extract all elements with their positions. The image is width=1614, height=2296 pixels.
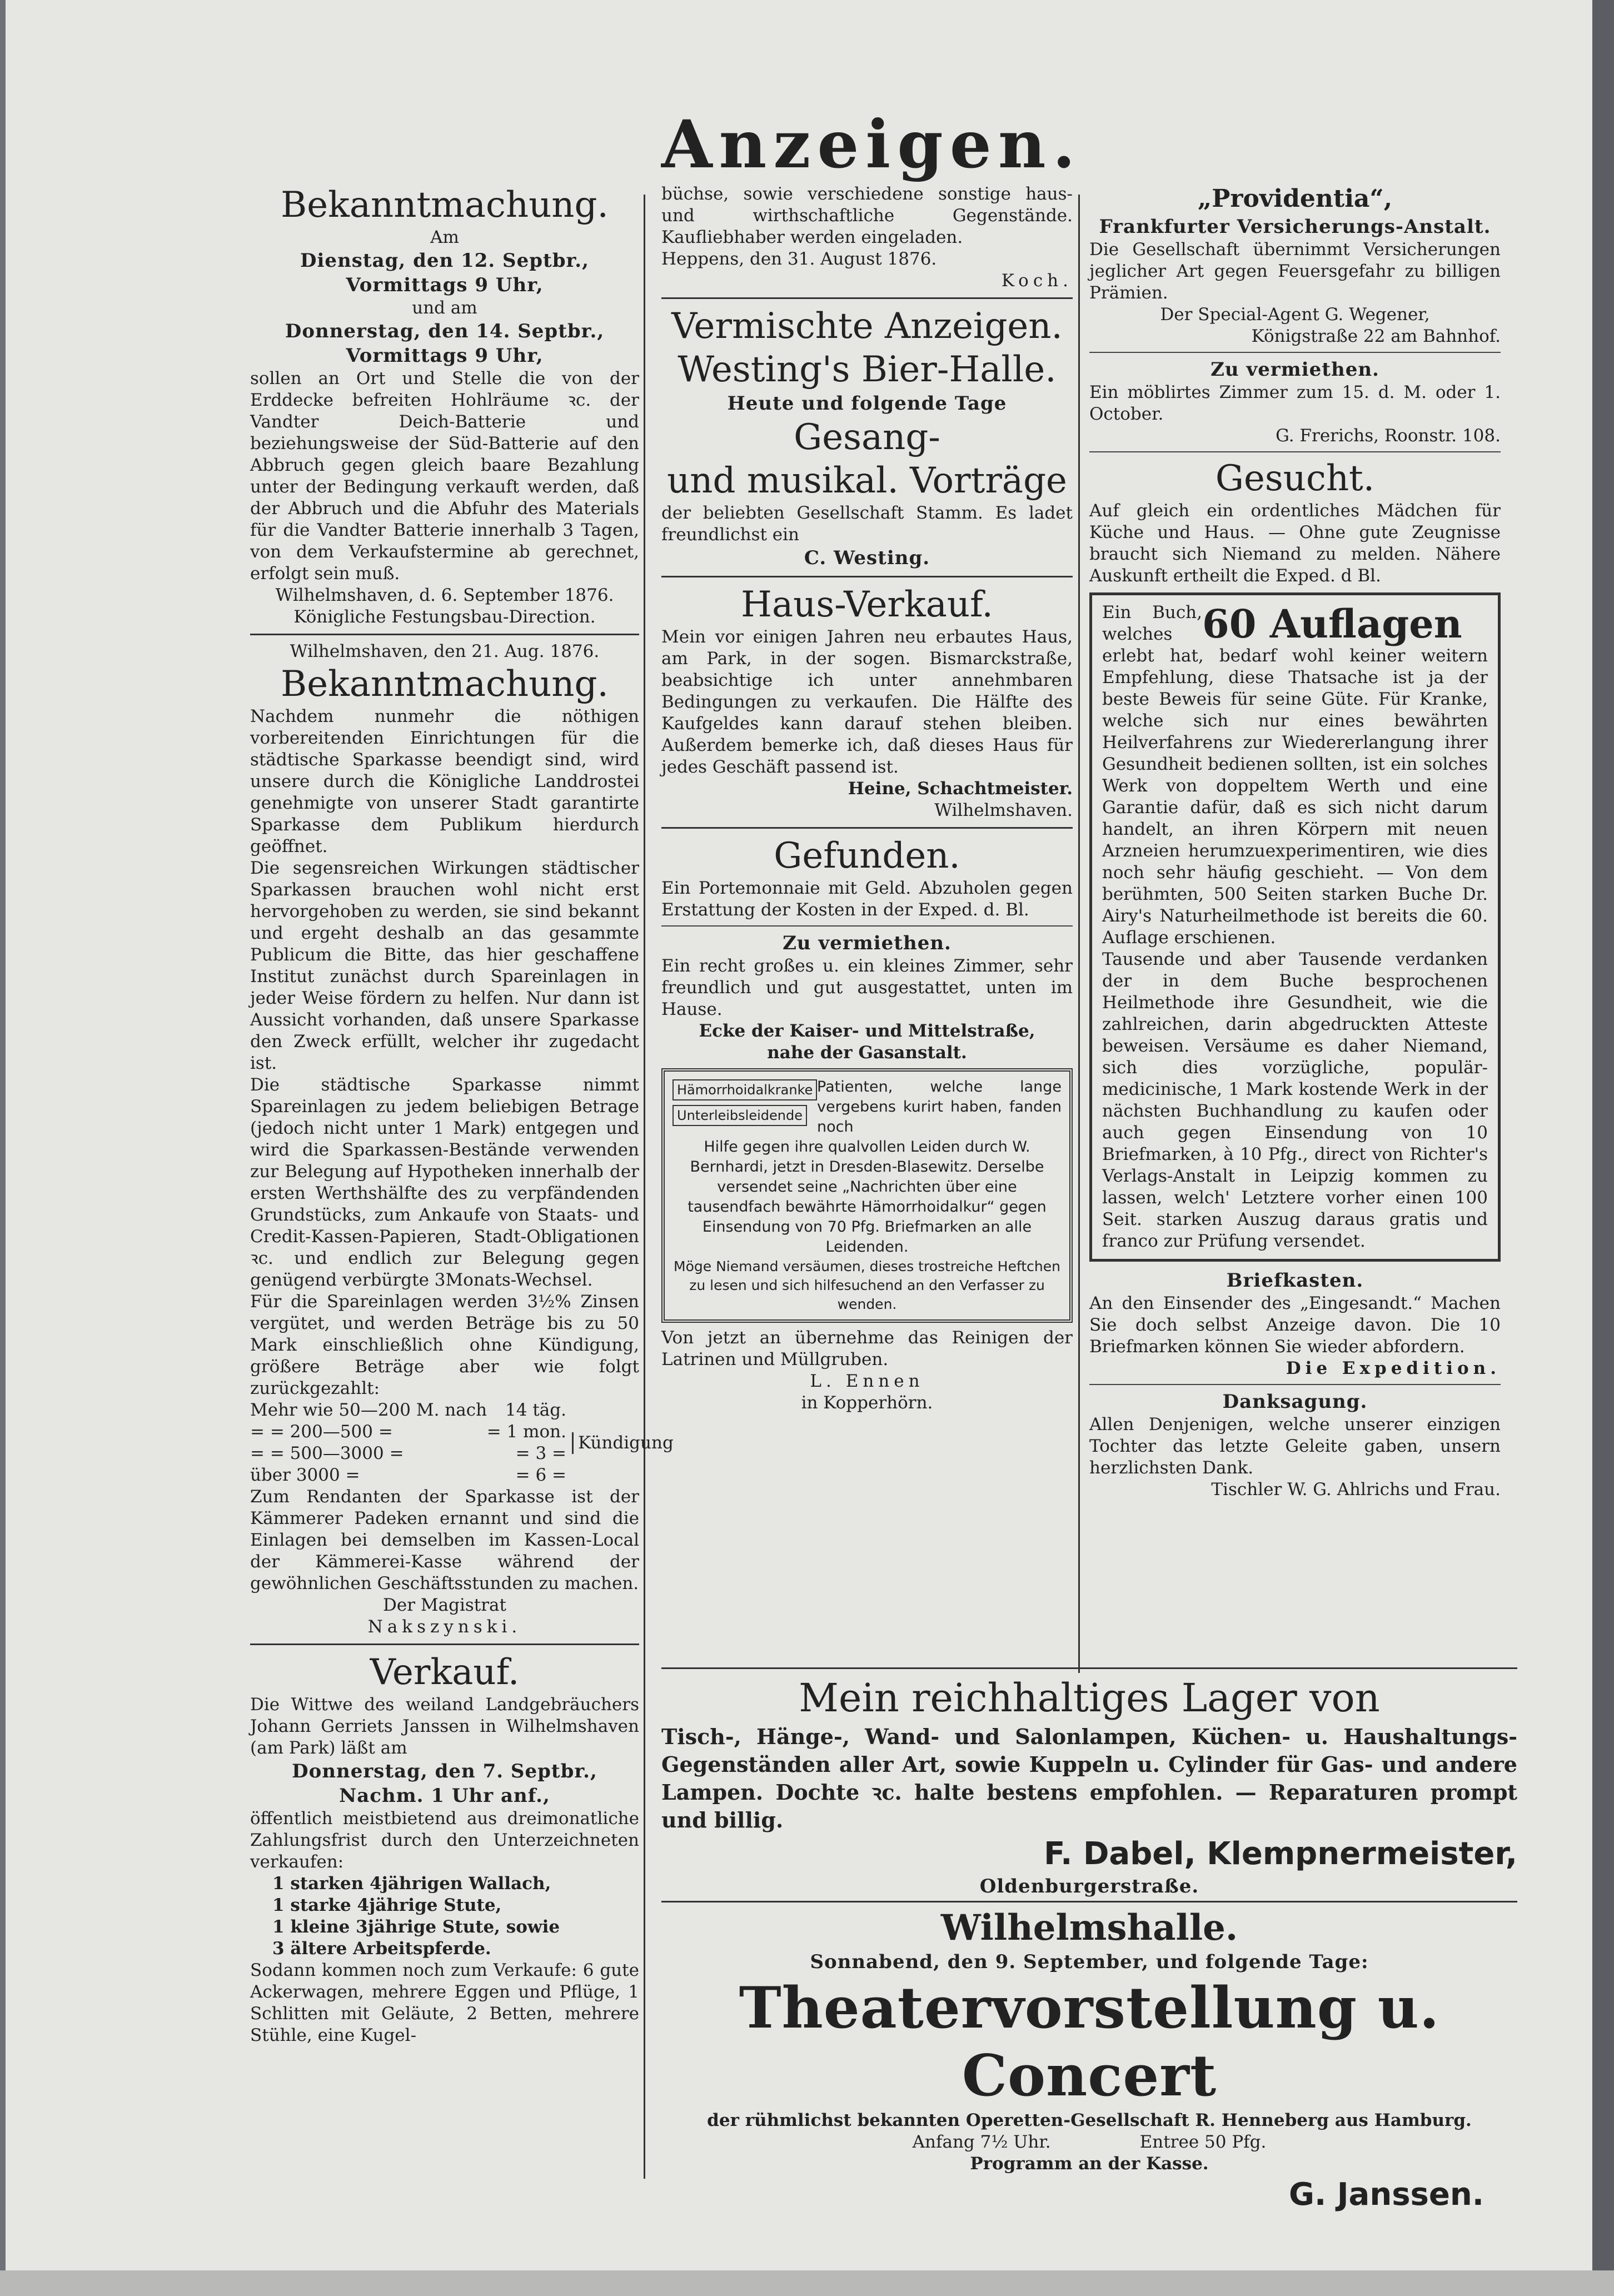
ad-lamps — [661, 1673, 1517, 1899]
ad-title: Bekanntmachung. — [281, 185, 609, 226]
table-cell-period: = 6 = — [515, 1465, 566, 1485]
ad-place-date: Wilhelmshaven, den 21. Aug. 1876. — [290, 641, 600, 661]
ad-title: Zu vermiethen. — [783, 932, 952, 954]
ad-hemorrhoid-cure — [661, 1068, 1073, 1323]
ad-headline: Gesang- — [794, 417, 940, 458]
ad-note: Programm an der Kasse. — [970, 2154, 1209, 2174]
notice-period-table — [250, 1399, 674, 1486]
ad-title: „Providentia“, — [1197, 185, 1393, 213]
ad-signature: Königliche Festungsbau-Direction. — [293, 607, 596, 627]
ad-address: nahe der Gasanstalt. — [767, 1043, 967, 1063]
ad-theater — [661, 1906, 1517, 2215]
table-cell-period: = 1 mon. — [486, 1422, 566, 1442]
ad-cleaning — [661, 1327, 1073, 1414]
ad-wanted — [1089, 457, 1501, 587]
ad-body: Zum Rendanten der Sparkasse ist der Kämmerer Padeken ernannt und sind die Einlagen bei demselben im Kassen-Local der Kämmerei-Kasse während der gewöhnlichen Geschäftsstunden zu machen. — [250, 1487, 639, 1593]
ad-body: büchse, sowie verschiedene sonstige haus- und wirthschaftliche Gegenstände. Kaufliebhaber werden eingeladen. — [661, 184, 1073, 247]
ad-entry-fee: Entree 50 Pfg. — [1139, 2132, 1267, 2152]
ad-date: Donnerstag, den 14. Septbr., — [285, 320, 605, 342]
ad-body: erlebt hat, bedarf wohl keiner weitern Empfehlung, diese Thatsache ist ja der beste Beweis für seine Güte. Für Kranke, welche sich nur eines bewährten Heilverfahrens zur Wiedererlangung ihrer Gesundheit bedienen sollten, ist ein solches Werk von doppeltem Werth und eine Garantie dafür, daß es sich nicht darum handelt, an ihren Körpern mit neuen Arzneien herumzuexperimentiren, wie dies noch sehr häufig geschieht. — Von dem berühmten, 500 Seiten starken Buche Dr. Airy's Naturheilmethode ist bereits die 60. Auflage erschienen. — [1102, 646, 1488, 948]
ad-signature: Nakszynski. — [367, 1617, 522, 1637]
divider — [1089, 451, 1501, 452]
divider — [661, 1667, 1517, 1669]
ad-headline: und musikal. Vorträge — [667, 460, 1067, 501]
ad-body: Mein vor einigen Jahren neu erbautes Haus, am Park, in der sogen. Bismarckstraße, beabsichtige ich unter annehmbaren Bedingungen zu verkaufen. Die Hälfte des Kaufgeldes kann darauf stehen bleiben. Außerdem bemerke ich, daß dieses Haus für jedes Geschäft passend ist. — [661, 627, 1073, 777]
column-rule-left — [644, 195, 645, 2179]
divider — [661, 925, 1073, 927]
table-cell-amount: = = 200—500 = — [250, 1422, 393, 1442]
ad-place-date: Wilhelmshaven, d. 6. September 1876. — [275, 585, 614, 605]
table-cell-amount: = = 500—3000 = — [250, 1443, 404, 1463]
ad-signature: L. Ennen — [810, 1371, 924, 1391]
divider — [661, 827, 1073, 829]
divider — [661, 576, 1073, 577]
ad-time: Vormittags 9 Uhr, — [346, 274, 544, 296]
table-row — [250, 1399, 566, 1421]
ad-found — [661, 834, 1073, 921]
ad-time: Nachm. 1 Uhr anf., — [339, 1785, 550, 1807]
ad-body: Die Wittwe des weiland Landgebräuchers Johann Gerriets Janssen in Wilhelmshaven (am Park) läßt am — [250, 1695, 639, 1758]
divider — [250, 634, 639, 635]
ad-address: Oldenburgerstraße. — [979, 1875, 1199, 1897]
ad-place: Wilhelmshaven. — [934, 800, 1073, 820]
ad-text: Am — [430, 227, 459, 247]
table-cell-period: 14 täg. — [505, 1400, 566, 1420]
ad-body: der beliebten Gesellschaft Stamm. Es ladet freundlichst ein — [661, 503, 1073, 545]
ad-title: Gesucht. — [1215, 458, 1375, 499]
ad-lead: Patienten, welche lange vergebens kurirt haben, fanden noch — [817, 1078, 1062, 1135]
ad-title: Danksagung. — [1222, 1391, 1368, 1413]
ad-title: Zu vermiethen. — [1210, 358, 1379, 381]
ad-body: Allen Denjenigen, welche unserer einzigen Tochter das letzte Geleite gaben, unsern herzlichsten Dank. — [1089, 1415, 1501, 1478]
announcement-sparkasse — [250, 641, 674, 1638]
ad-body: Ein Portemonnaie mit Geld. Abzuholen gegen Erstattung der Kosten in der Exped. d. Bl. — [661, 878, 1073, 920]
ad-house-sale — [661, 583, 1073, 821]
table-cell-amount: Mehr wie 50—200 M. nach — [250, 1400, 487, 1420]
ad-start-time: Anfang 7½ Uhr. — [912, 2132, 1051, 2152]
ad-title: Briefkasten. — [1226, 1269, 1364, 1292]
ad-signature: G. Frerichs, Roonstr. 108. — [1276, 426, 1501, 446]
announcement-sale — [250, 1651, 639, 2046]
ad-body: Hilfe gegen ihre qualvollen Leiden durch W. Bernhardi, jetzt in Dresden-Blasewitz. Derselbe versendet seine „Nachrichten über eine tausendfach bewährte Hämorrhoidalkur“ gegen Einsendung von 70 Pfg. Briefmarken an alle Leidenden. — [688, 1138, 1047, 1256]
ad-lead: Ein Buch, welches — [1102, 602, 1202, 644]
divider — [661, 297, 1073, 299]
column-center — [661, 183, 1073, 1414]
ad-title: Wilhelmshalle. — [940, 1907, 1238, 1949]
table-row — [250, 1465, 566, 1486]
ad-date: Dienstag, den 12. Septbr., — [300, 250, 589, 272]
scan-edge-right — [1592, 0, 1614, 2296]
ad-body: Sodann kommen noch zum Verkaufe: 6 gute Ackerwagen, mehrere Eggen und Pflüge, 1 Schlitten mit Geläute, 2 Betten, mehrere Stühle, eine Kugel- — [250, 1960, 639, 2045]
divider — [1089, 1384, 1501, 1385]
divider — [250, 1643, 639, 1645]
scan-edge-bottom — [0, 2270, 1614, 2296]
table-note: Kündigung — [572, 1432, 639, 1454]
ad-headline: 60 Auflagen — [1202, 601, 1462, 647]
ad-body: der rühmlichst bekannten Operetten-Gesellschaft R. Henneberg aus Hamburg. — [707, 2110, 1472, 2130]
ad-book-60-editions — [1089, 592, 1501, 1262]
list-item: 1 kleine 3jährige Stute, sowie — [272, 1917, 560, 1937]
announcement-fortification — [250, 183, 639, 628]
ad-body: Nachdem nunmehr die nöthigen vorbereitenden Einrichtungen für die städtische Sparkasse beendigt sind, wird unsere durch die Königliche Landdrostei genehmigte von unserer Stadt garantirte Sparkasse dem Publikum hierdurch geöffnet. — [250, 706, 639, 856]
section-heading: Vermischte Anzeigen. — [671, 306, 1063, 347]
ad-letterbox — [1089, 1268, 1501, 1379]
ad-time: Vormittags 9 Uhr, — [346, 345, 544, 367]
ad-headline: Theatervorstellung u. Concert — [739, 1975, 1440, 2109]
ad-providentia — [1089, 183, 1501, 347]
ad-tag: Unterleibsleidende — [672, 1105, 807, 1126]
table-row — [250, 1443, 566, 1465]
ad-signature: Koch. — [1001, 271, 1073, 291]
ad-date: Sonnabend, den 9. September, und folgende Tage: — [810, 1951, 1369, 1973]
ad-signature: Der Special-Agent G. Wegener, — [1160, 305, 1430, 325]
newspaper-page — [6, 0, 1592, 2296]
ad-signature: F. Dabel, Klempnermeister, — [1044, 1836, 1517, 1872]
ad-rent — [661, 931, 1073, 1064]
ad-date: Donnerstag, den 7. Septbr., — [292, 1760, 597, 1782]
ad-body: Die Gesellschaft übernimmt Versicherungen jeglicher Art gegen Feuersgefahr zu billigen Prämien. — [1089, 240, 1501, 303]
column-left — [250, 183, 674, 2046]
ad-tag: Hämorrhoidalkranke — [672, 1079, 817, 1100]
ad-bierhalle — [661, 305, 1073, 570]
ad-title: Gefunden. — [774, 835, 960, 876]
ad-text: und am — [412, 298, 477, 318]
ad-thanks — [1089, 1389, 1501, 1501]
divider — [1089, 352, 1501, 353]
column-rule-right — [1078, 195, 1080, 1673]
ad-body: Die städtische Sparkasse nimmt Spareinlagen zu jedem beliebigen Betrage (jedoch nicht unter 1 Mark) entgegen und wird die Sparkassen-Bestände verwenden zur Belegung auf Hypotheken innerhalb der ersten Werthshälfte des zu verpfändenden Grundstücks, zum Ankaufe von Staats- und Credit-Kassen-Papieren, Stadt-Obligationen ꝛc. und endlich zur Belegung gegen genügend verbürgte 3Monats-Wechsel. — [250, 1075, 639, 1290]
ad-signature: C. Westing. — [804, 547, 930, 569]
ad-subtitle: Frankfurter Versicherungs-Anstalt. — [1099, 216, 1491, 238]
ad-place-date: Heppens, den 31. August 1876. — [661, 249, 937, 269]
ad-body: Ein möblirtes Zimmer zum 15. d. M. oder 1. October. — [1089, 382, 1501, 424]
ad-body: Tisch-, Hänge-, Wand- und Salonlampen, Küchen- u. Haushaltungs-Gegenständen aller Art, sowie Kuppeln u. Cylinder für Gas- und andere Lampen. Dochte ꝛc. halte bestens empfohlen. — Reparaturen prompt und billig. — [661, 1724, 1517, 1832]
ad-body: Von jetzt an übernehme das Reinigen der Latrinen und Müllgruben. — [661, 1328, 1073, 1369]
ad-title: Mein reichhaltiges Lager von — [799, 1675, 1380, 1721]
ad-continuation — [661, 183, 1073, 292]
ad-body: Die segensreichen Wirkungen städtischer Sparkassen brauchen wohl nicht erst hervorgehoben zu werden, sie sind bekannt und ergeht deshalb an das gesammte Publicum die Bitte, das hier geschaffene Institut zunächst durch Spareinlagen in jeder Weise fördern zu helfen. Nur dann ist Aussicht vorhanden, daß unsere Sparkasse den Zweck erfüllt, welcher ihr zugedacht ist. — [250, 858, 639, 1073]
ad-signature: Der Magistrat — [383, 1595, 506, 1615]
table-cell-amount: über 3000 = — [250, 1465, 360, 1485]
table-cell-period: = 3 = — [515, 1443, 566, 1463]
ad-address: Königstraße 22 am Bahnhof. — [1251, 326, 1501, 346]
column-right — [1089, 183, 1501, 1501]
divider — [661, 1901, 1517, 1902]
ad-body: öffentlich meistbietend aus dreimonatliche Zahlungsfrist durch den Unterzeichneten verkaufen: — [250, 1809, 639, 1872]
list-item: 3 ältere Arbeitspferde. — [272, 1939, 491, 1959]
ad-body: sollen an Ort und Stelle die von der Erddecke befreiten Hohlräume ꝛc. der Vandter Deich-Batterie und beziehungsweise der Süd-Batterie auf den Abbruch gegen gleich baare Bezahlung unter der Bedingung verkauft werden, daß der Abbruch und die Abfuhr des Materials für die Vandter Batterie innerhalb 3 Tagen, von dem Verkaufstermine ab gerechnet, erfolgt sein muß. — [250, 368, 639, 584]
ad-title: Westing's Bier-Halle. — [678, 349, 1057, 390]
ad-signature: G. Janssen. — [1288, 2177, 1484, 2213]
ad-title: Bekanntmachung. — [281, 664, 609, 705]
ad-signature: Tischler W. G. Ahlrichs und Frau. — [1211, 1480, 1501, 1500]
ad-body: Möge Niemand versäumen, dieses trostreiche Heftchen zu lesen und sich hilfesuchend an den Verfasser zu wenden. — [674, 1258, 1060, 1312]
ad-signature: Heine, Schachtmeister. — [848, 779, 1073, 799]
ad-body: Ein recht großes u. ein kleines Zimmer, sehr freundlich und gut ausgestattet, unten im Hause. — [661, 956, 1073, 1019]
table-row — [250, 1421, 566, 1443]
list-item: 1 starken 4jährigen Wallach, — [272, 1874, 551, 1894]
ad-body: Auf gleich ein ordentliches Mädchen für Küche und Haus. — Ohne gute Zeugnisse braucht sich Niemand zu melden. Nähere Auskunft ertheilt die Exped. d Bl. — [1089, 501, 1501, 586]
list-item: 1 starke 4jährige Stute, — [272, 1895, 502, 1915]
ad-title: Verkauf. — [370, 1652, 520, 1693]
page-masthead: Anzeigen. — [661, 106, 1082, 183]
ad-subtitle: Heute und folgende Tage — [727, 392, 1007, 415]
ad-rent-room — [1089, 357, 1501, 447]
ad-body: Tausende und aber Tausende verdanken der in dem Buche besprochenen Heilmethode ihre Gesundheit, wie die zahlreichen, darin abgedruckten Atteste beweisen. Versäume es daher Niemand, sich dies vorzügliche, populär-medicinische, 1 Mark kostende Werk in der nächsten Buchhandlung zu kaufen oder auch gegen Einsendung von 10 Briefmarken, à 10 Pfg., direct von Richter's Verlags-Anstalt in Leipzig kommen zu lassen, welch' Letztere vorher einen 100 Seit. starken Auszug daraus gratis und franco zur Prüfung versendet. — [1102, 949, 1488, 1251]
ad-body: An den Einsender des „Eingesandt.“ Machen Sie doch selbst Anzeige davon. Die 10 Briefmarken können Sie wieder abfordern. — [1089, 1293, 1501, 1357]
ad-signature: Die Expedition. — [1286, 1358, 1501, 1378]
ad-place: in Kopperhörn. — [801, 1393, 933, 1413]
ad-body: Für die Spareinlagen werden 3½% Zinsen vergütet, und werden Beträge bis zu 50 Mark einschließlich ohne Kündigung, größere Beträge aber wie folgt zurückgezahlt: — [250, 1292, 639, 1398]
ad-address: Ecke der Kaiser- und Mittelstraße, — [699, 1021, 1035, 1041]
ad-title: Haus-Verkauf. — [741, 584, 993, 625]
